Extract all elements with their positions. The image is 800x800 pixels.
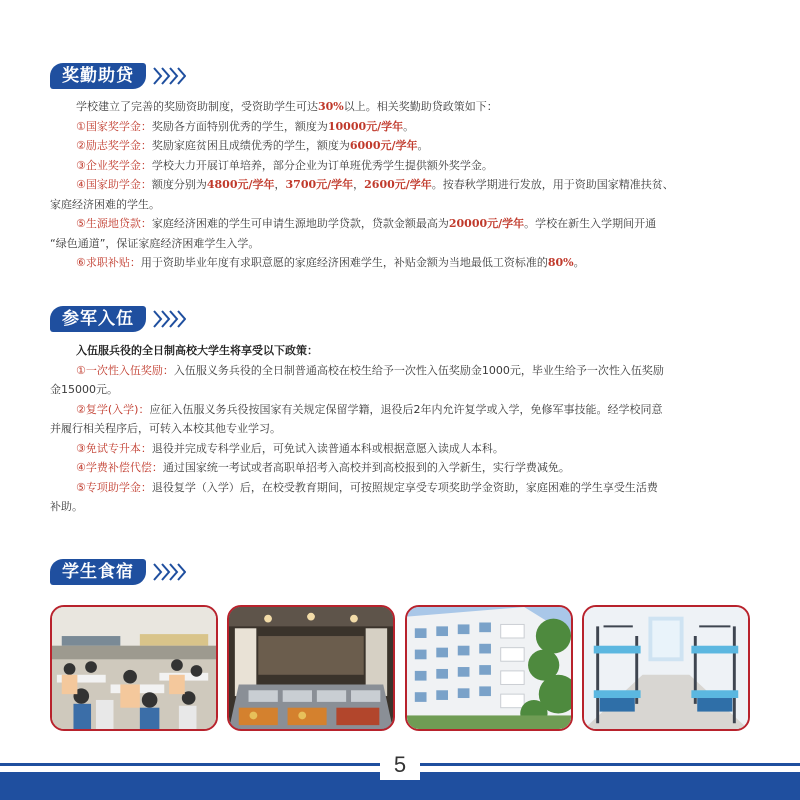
military-item-continued: 金15000元。 — [50, 383, 118, 396]
aid-item: ④国家助学金：额度分别为4800元/学年，3700元/学年，2600元/学年。按春秋学期进行发放，用于资助国家精准扶贫、 — [76, 178, 674, 191]
canteen-dining-photo — [50, 605, 218, 731]
page-number: 5 — [380, 750, 420, 780]
military-item: ①一次性入伍奖励：入伍服义务兵役的全日制普通高校在校生给予一次性入伍奖励金1000元，毕业生给予一次性入伍奖励 — [76, 363, 664, 377]
military-item: ④学费补偿代偿：通过国家统一考试或者高职单招考入高校并到高校报到的入学新生，实行学费减免。 — [76, 461, 570, 474]
military-item: ③免试专升本：退役并完成专科学业后，可免试入读普通本科或根据意愿入读成人本科。 — [76, 441, 504, 455]
military-policy-text — [50, 341, 750, 517]
aid-policy-text — [50, 97, 750, 273]
aid-item: ⑥求职补贴：用于资助毕业年度有求职意愿的家庭经济困难学生，补贴金额为当地最低工资标准的80%。 — [76, 256, 585, 269]
military-item: ②复学(入学)：应征入伍服义务兵役按国家有关规定保留学籍，退役后2年内允许复学或入学，免修军事技能。经学校同意 — [76, 402, 663, 416]
chevrons-icon — [152, 562, 186, 582]
canteen-buffet-photo — [227, 605, 395, 731]
aid-item: ⑤生源地贷款：家庭经济困难的学生可申请生源地助学贷款，贷款金额最高为20000元/学年。学校在新生入学期间开通 — [76, 217, 657, 230]
section-header-dining-housing — [50, 559, 186, 585]
aid-item: ②励志奖学金：奖励家庭贫困且成绩优秀的学生，额度为6000元/学年。 — [76, 139, 429, 152]
military-item-continued: 补助。 — [50, 500, 83, 513]
section-title: 学生食宿 — [50, 559, 146, 585]
dormitory-building-photo — [405, 605, 573, 731]
aid-item-continued: “绿色通道”，保证家庭经济困难学生入学。 — [50, 236, 260, 250]
aid-intro: 学校建立了完善的奖励资助制度，受资助学生可达30%以上。相关奖勤助贷政策如下： — [76, 100, 498, 113]
aid-item: ①国家奖学金：奖励各方面特别优秀的学生，额度为10000元/学年。 — [76, 119, 415, 133]
aid-item: ③企业奖学金：学校大力开展订单培养，部分企业为订单班优秀学生提供额外奖学金。 — [76, 158, 493, 172]
military-item-continued: 并履行相关程序后，可转入本校其他专业学习。 — [50, 422, 281, 435]
photo-gallery — [50, 605, 750, 731]
section-title: 参军入伍 — [50, 306, 146, 332]
section-header-military — [50, 306, 186, 332]
military-lead: 入伍服兵役的全日制高校大学生将享受以下政策： — [76, 344, 318, 357]
section-header-aid — [50, 63, 186, 89]
dormitory-room-photo — [582, 605, 750, 731]
section-title: 奖勤助贷 — [50, 63, 146, 89]
aid-item-continued: 家庭经济困难的学生。 — [50, 197, 160, 211]
chevrons-icon — [152, 66, 186, 86]
chevrons-icon — [152, 309, 186, 329]
military-item: ⑤专项助学金：退役复学（入学）后，在校受教育期间，可按照规定享受专项奖助学金资助，家庭困难的学生享受生活费 — [76, 480, 658, 494]
